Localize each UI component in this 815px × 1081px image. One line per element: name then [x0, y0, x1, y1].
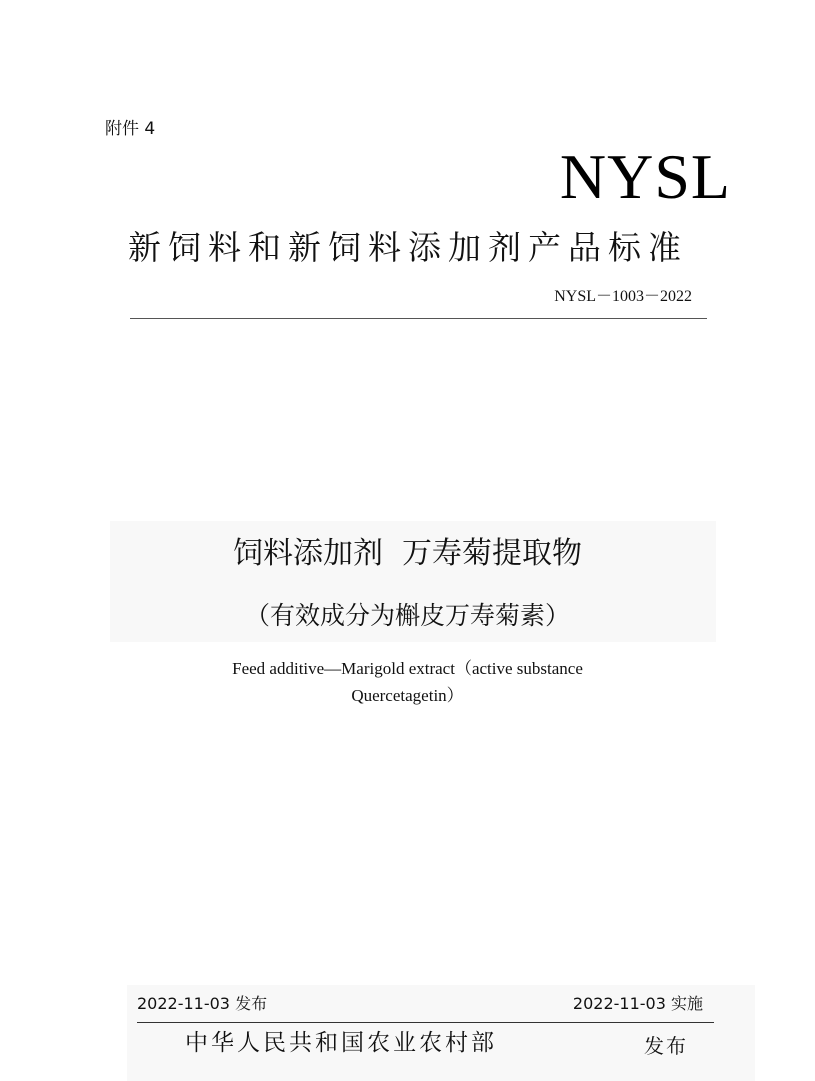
- header-divider: [130, 318, 707, 319]
- attachment-label: 附件 4: [105, 119, 156, 139]
- implementation-date: 2022-11-03 实施: [572, 994, 703, 1013]
- standard-number: NYSL－1003－2022: [554, 288, 692, 305]
- publish-label: 发布: [644, 1034, 688, 1058]
- issue-date: 2022-11-03 发布: [137, 994, 268, 1013]
- document-title-english-line2: Quercetagetin）: [351, 686, 464, 705]
- standard-category: 新饲料和新饲料添加剂产品标准: [128, 228, 688, 267]
- nysl-logo: NYSL: [559, 141, 731, 212]
- footer-divider: [137, 1022, 714, 1023]
- document-title-chinese: 饲料添加剂 万寿菊提取物: [232, 536, 583, 571]
- document-title-english-line1: Feed additive—Marigold extract（active substance: [232, 659, 583, 678]
- publisher-name: 中华人民共和国农业农村部: [185, 1030, 497, 1056]
- document-subtitle-chinese: （有效成分为槲皮万寿菊素）: [244, 601, 570, 630]
